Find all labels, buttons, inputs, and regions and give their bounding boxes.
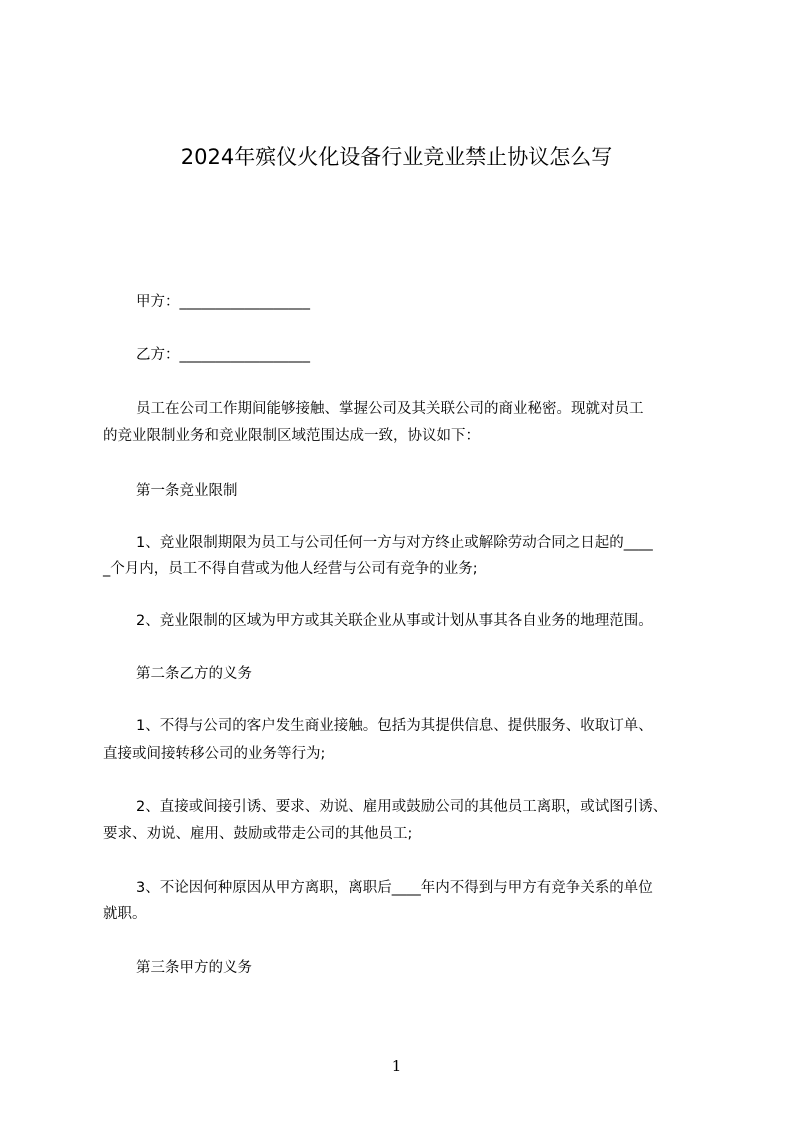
- article-2-item-2-line-2: 要求、劝说、雇用、鼓励或带走公司的其他员工;: [103, 826, 413, 842]
- article-2-item-3-line-1: 3、不论因何种原因从甲方离职，离职后____年内不得到与甲方有竞争关系的单位: [136, 880, 653, 896]
- article-2-heading: 第二条乙方的义务: [136, 666, 252, 682]
- intro-paragraph-line-1: 员工在公司工作期间能够接触、掌握公司及其关联公司的商业秘密。现就对员工: [136, 401, 644, 417]
- party-a-line: 甲方：__________________: [136, 294, 310, 310]
- article-2-item-3-line-2: 就职。: [103, 906, 147, 922]
- article-1-item-2-line-1: 2、竞业限制的区域为甲方或其关联企业从事或计划从事其各自业务的地理范围。: [136, 613, 653, 629]
- article-2-item-2-line-1: 2、直接或间接引诱、要求、劝说、雇用或鼓励公司的其他员工离职，或试图引诱、: [136, 799, 668, 815]
- article-1-item-1-line-1: 1、竞业限制期限为员工与公司任何一方与对方终止或解除劳动合同之日起的____: [136, 535, 653, 551]
- article-2-item-1-line-1: 1、不得与公司的客户发生商业接触。包括为其提供信息、提供服务、收取订单、: [136, 718, 653, 734]
- article-2-item-1-line-2: 直接或间接转移公司的业务等行为;: [103, 746, 326, 762]
- intro-paragraph-line-2: 的竞业限制业务和竞业限制区域范围达成一致，协议如下：: [103, 428, 480, 444]
- article-1-item-1-line-2: _个月内，员工不得自营或为他人经营与公司有竞争的业务;: [103, 561, 478, 577]
- article-3-heading: 第三条甲方的义务: [136, 960, 252, 976]
- article-1-heading: 第一条竞业限制: [136, 483, 238, 499]
- page-number: 1: [391, 1057, 402, 1075]
- party-b-line: 乙方：__________________: [136, 347, 310, 363]
- document-title: 2024年殡仪火化设备行业竞业禁止协议怎么写: [180, 145, 613, 169]
